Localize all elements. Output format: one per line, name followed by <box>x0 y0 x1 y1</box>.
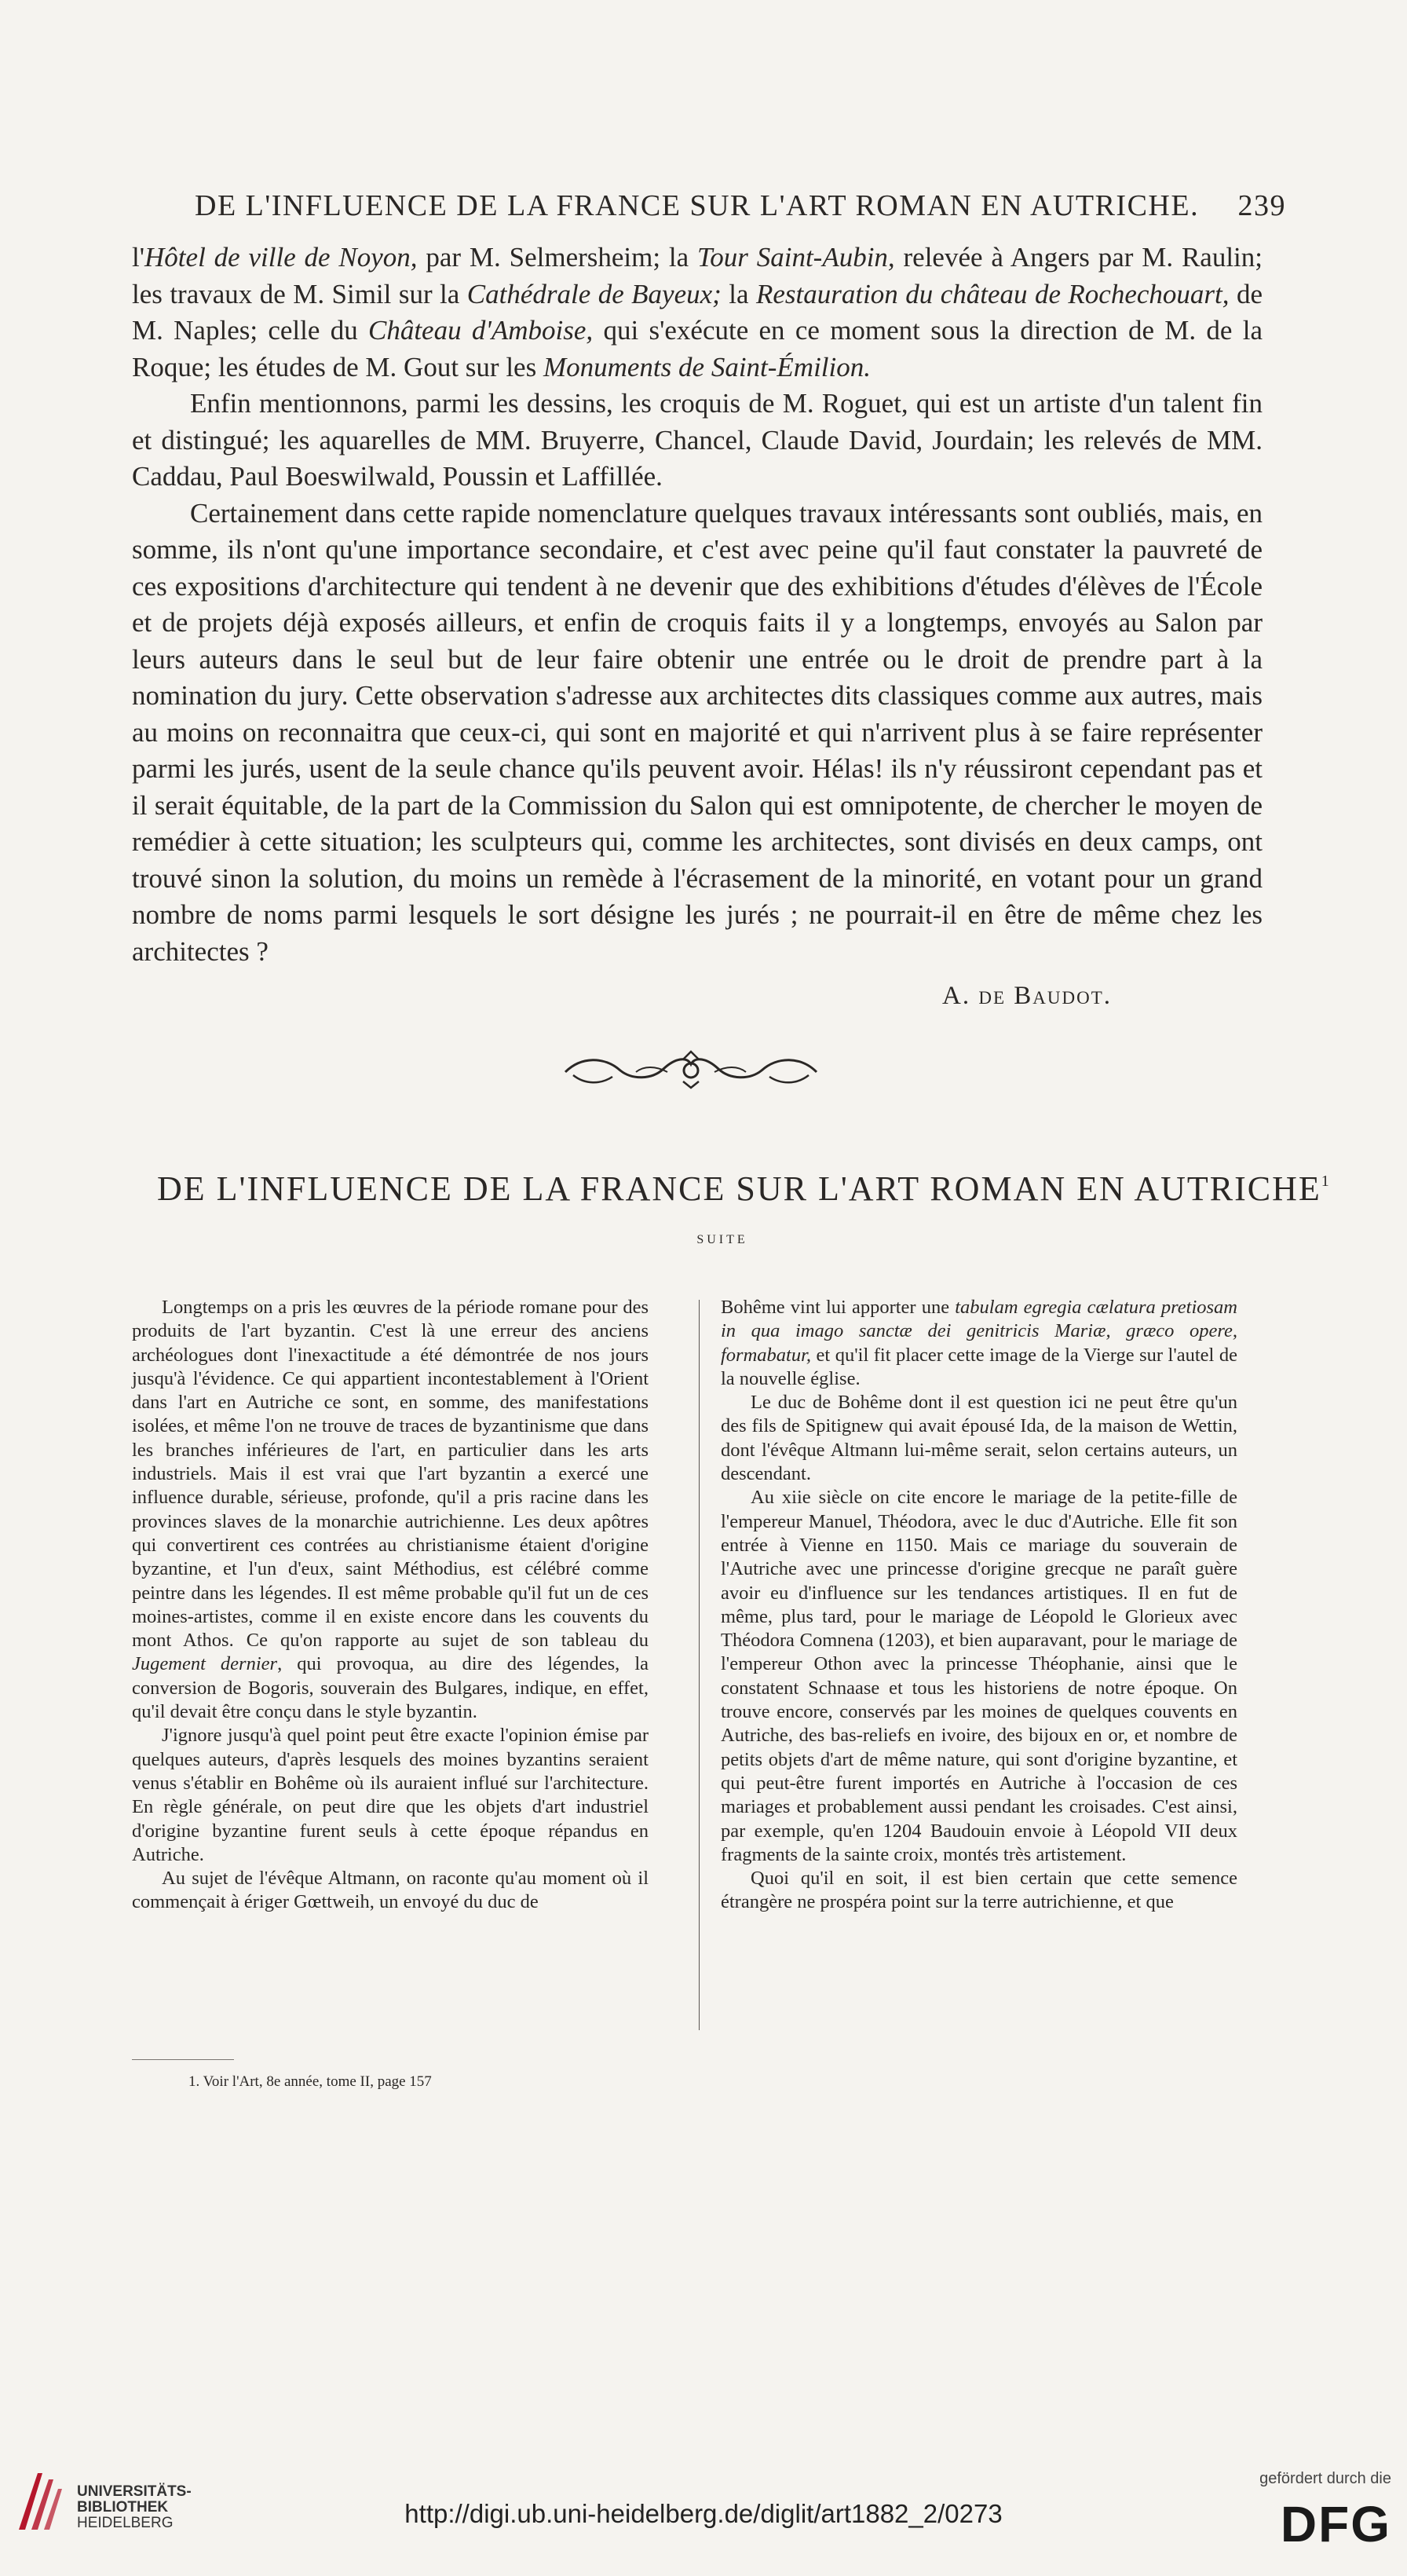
column-divider <box>699 1300 700 2030</box>
digitization-footer <box>0 2462 1407 2576</box>
paragraph-3: Certainement dans cette rapide nomenclature quelques travaux intéressants sont oubliés, mais, en somme, ils n'ont qu'une importance secondaire, et c'est avec peine qu'il faut constater la pauvreté de ces expositions d'architecture qui tendent à ne devenir que des exhibitions d'études d'élèves de l'École et de projets déjà exposés ailleurs, et enfin de croquis faits il y a longtemps, envoyés au Salon par leurs auteurs dans le seul but de leur faire obtenir une entrée ou le droit de prendre part à la nomination du jury. Cette observation s'adresse aux architectes dits classiques comme aux autres, mais au moins on reconnaitra que ceux-ci, qui sont en majorité et qui n'arrivent plus à se faire représenter parmi les jurés, usent de la seule chance qu'ils peuvent avoir. Hélas! ils n'y réussiront cependant pas et il serait équitable, de la part de la Commission du Salon qui est omnipotente, de chercher le moyen de remédier à cette situation; les sculpteurs qui, comme les architectes, sont divisés en deux camps, ont trouvé sinon la solution, du moins un remède à l'écrasement de la minorité, en votant pour un grand nombre de noms parmi lesquels le sort désigne les jurés ; ne pourrait-il en être de même chez les architectes ? <box>132 497 1263 967</box>
vignette-ornament-icon <box>557 1048 824 1089</box>
previous-article-text <box>132 240 1263 970</box>
footnote: 1. Voir l'Art, 8e année, tome II, page 157 <box>188 2073 432 2090</box>
right-column <box>721 1296 1237 1915</box>
left-paragraph-3: Au sujet de l'évêque Altmann, on raconte qu'au moment où il commençait à ériger Gœttweih, un envoyé du duc de <box>132 1868 649 1913</box>
left-column <box>132 1296 649 1915</box>
right-paragraph-1: Bohême vint lui apporter une tabulam egregia cælatura pretiosam in qua imago sanctæ dei genitricis Mariæ, græco opere, formabatur, et qu'il fit placer cette image de la Vierge sur l'autel de la nouvelle église. <box>721 1297 1237 1389</box>
funded-by-label: gefördert durch die <box>1259 2470 1391 2487</box>
right-paragraph-2: Le duc de Bohême dont il est question ici ne peut être qu'un des fils de Spitignew qui avait épousé Ida, de la maison de Wettin, dont l'évêque Altmann lui-même serait, selon certains auteurs, un descendant. <box>721 1392 1237 1485</box>
author-signature: A. de Baudot. <box>942 982 1113 1010</box>
footnote-mark[interactable]: 1 <box>1321 1173 1331 1190</box>
dfg-logo[interactable]: DFG <box>1280 2496 1391 2552</box>
paragraph-2: Enfin mentionnons, parmi les dessins, les croquis de M. Roguet, qui est un artiste d'un talent fin et distingué; les aquarelles de MM. Bruyerre, Chancel, Claude David, Jourdain; les relevés de MM. Caddau, Paul Boeswilwald, Poussin et Laffillée. <box>132 388 1263 492</box>
running-head-title: DE L'INFLUENCE DE LA FRANCE SUR L'ART ROMAN EN AUTRICHE. <box>195 189 1200 222</box>
right-paragraph-3: Au xiie siècle on cite encore le mariage de la petite-fille de l'empereur Manuel, Théodora, avec le duc d'Autriche. Elle fit son entrée à Vienne en 1150. Mais ce mariage du souverain de l'Autriche avec une princesse d'origine grecque ne paraît guère avoir eu d'influence sur les tendances artistiques. Il en fut de même, plus tard, pour le mariage de Léopold le Glorieux avec Théodora Comnena (1203), et bien auparavant, pour le mariage de l'empereur Othon avec la princesse Théophanie, ainsi que le constatent Schnaase et tous les historiens de notre époque. On trouve encore, conservés par les moines de quelques couvents en Autriche, des bas-reliefs en ivoire, des bijoux en or, et nombre de petits objets d'art de même nature, qui sont d'origine byzantine, et qui peut-être furent importés en Autriche à l'occasion de ces mariages et probablement aussi pendant les croisades. C'est ainsi, par exemple, qu'en 1204 Baudouin envoie à Léopold VII deux fragments de la sainte croix, montés très artistement. <box>721 1487 1237 1865</box>
paragraph-1: l'Hôtel de ville de Noyon, par M. Selmersheim; la Tour Saint-Aubin, relevée à Angers par M. Raulin; les travaux de M. Simil sur la Cathédrale de Bayeux; la Restauration du château de Rochechouart, de M. Naples; celle du Château d'Amboise, qui s'exécute en ce moment sous la direction de M. de la Roque; les études de M. Gout sur les Monuments de Saint-Émilion. <box>132 242 1263 382</box>
article-subtitle: SUITE <box>696 1233 748 1246</box>
right-paragraph-4: Quoi qu'il en soit, il est bien certain que cette semence étrangère ne prospéra point sur la terre autrichienne, et que <box>721 1868 1237 1913</box>
article-title: DE L'INFLUENCE DE LA FRANCE SUR L'ART ROMAN EN AUTRICHE$^1$ <box>157 1169 1331 1208</box>
source-url-link[interactable]: http://digi.ub.uni-heidelberg.de/diglit/art1882_2/0273 <box>404 2499 1003 2528</box>
page-number: 239 <box>1237 189 1286 222</box>
footnote-rule <box>132 2059 234 2060</box>
library-logo-text[interactable]: UNIVERSITÄTS- BIBLIOTHEK HEIDELBERG <box>77 2483 192 2531</box>
left-paragraph-2: J'ignore jusqu'à quel point peut être exacte l'opinion émise par quelques auteurs, d'après lesquels des moines byzantins seraient venus s'établir en Bohême où ils auraient influé sur l'architecture. En règle générale, on peut dire que les objets d'art industriel d'origine byzantine furent seuls à cette époque répandus en Autriche. <box>132 1725 649 1865</box>
left-paragraph-1: Longtemps on a pris les œuvres de la période romane pour des produits de l'art byzantin. C'est là une erreur des anciens archéologues dont l'inexactitude a été démontrée de nos jours jusqu'à l'évidence. Ce qui appartient incontestablement à l'Orient dans l'art en Autriche ce sont, en somme, des manifestations isolées, et même l'on ne trouve de traces de byzantinisme que dans les branches inférieures de l'art, en particulier dans les arts industriels. Mais il est vrai que l'art byzantin a exercé une influence durable, sérieuse, profonde, qu'il a pris racine dans les provinces slaves de la monarchie autrichienne. Les deux apôtres qui convertirent ces contrées au christianisme étaient d'origine byzantine, et l'un d'eux, saint Méthodius, est célébré comme peintre dans les légendes. Il est même probable qu'il fut un de ces moines-artistes, comme il en existe encore dans les couvents du mont Athos. Ce qu'on rapporte au sujet de son tableau du Jugement dernier, qui provoqua, au dire des légendes, la conversion de Bogoris, souverain des Bulgares, indique, en effet, qu'il devait être conçu dans le style byzantin. <box>132 1297 649 1723</box>
